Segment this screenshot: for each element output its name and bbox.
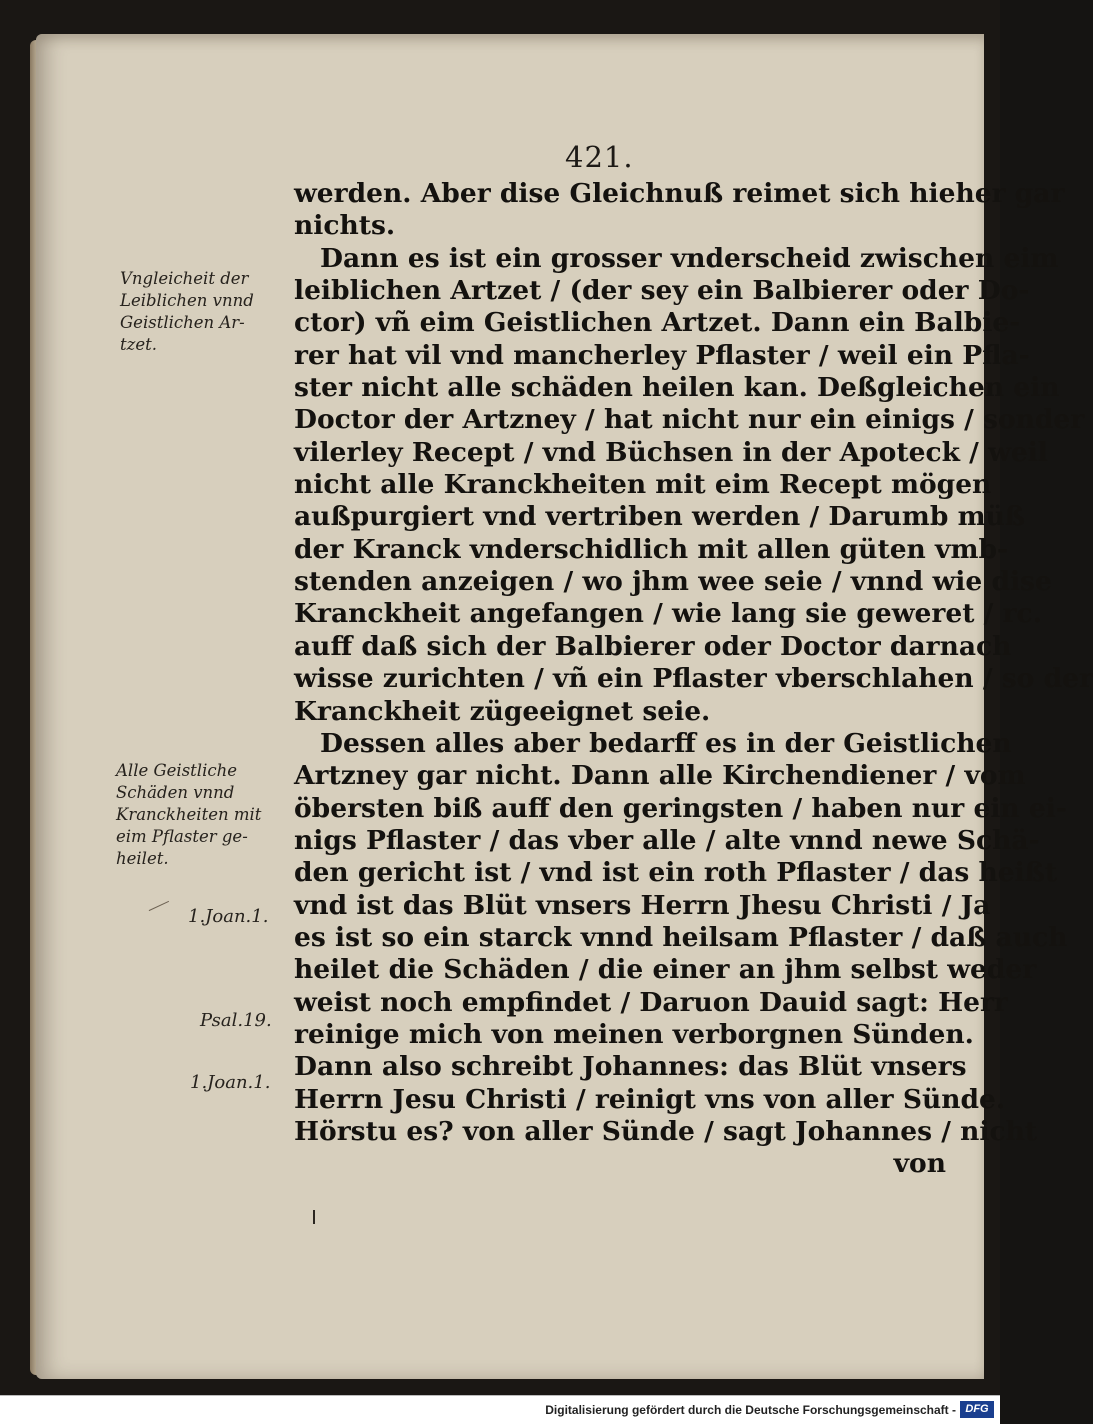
text-line: vilerley Recept / vnd Büchsen in der Apoteck / weil [294, 436, 1048, 468]
margin-ref-joan-1b: 1.Joan.1. [190, 1072, 271, 1093]
text-line: werden. Aber dise Gleichnuß reimet sich hieher gar [294, 178, 1065, 209]
text-line: auff daß sich der Balbierer oder Doctor darnach [294, 630, 1012, 662]
ink-mark [313, 1210, 315, 1224]
catchword: von [893, 1148, 946, 1180]
page-number: 421. [565, 140, 634, 174]
text-line: weist noch empfindet / Daruon Dauid sagt: Herr [294, 986, 1008, 1018]
footer-credit: Digitalisierung gefördert durch die Deutsche Forschungsgemeinschaft - [545, 1403, 956, 1417]
margin-note-line: Leiblichen vnnd [120, 291, 254, 310]
text-line: Dann also schreibt Johannes: das Blüt vnsers [294, 1051, 967, 1083]
text-line: Artzney gar nicht. Dann alle Kirchendiener / vom [294, 760, 1026, 792]
margin-note-line: Alle Geistliche [116, 761, 237, 780]
text-line: Hörstu es? von aller Sünde / sagt Johannes / nicht [294, 1115, 1038, 1147]
margin-note-line: Kranckheiten mit [116, 805, 262, 824]
text-line: reinige mich von meinen verborgnen Sünden. [294, 1018, 974, 1050]
text-line: Doctor der Artzney / hat nicht nur ein einigs / sonder [294, 404, 1085, 436]
text-line: außpurgiert vnd vertriben werden / Darumb müß [294, 501, 1026, 533]
text-line: vnd ist das Blüt vnsers Herrn Jhesu Christi / Ja [294, 889, 991, 921]
dfg-logo: DFG [960, 1401, 994, 1418]
text-line: es ist so ein starck vnnd heilsam Pflaster / daß auch [294, 921, 1068, 953]
text-line: Kranckheit angefangen / wie lang sie geweret / rc. [294, 598, 1042, 630]
text-line: wisse zurichten / vñ ein Pflaster vberschlahen / so der [294, 663, 1093, 695]
text-line: Dessen alles aber bedarff es in der Geistlichen [320, 727, 1012, 759]
text-line: rer hat vil vnd mancherley Pflaster / weil ein Pfla- [294, 339, 1030, 371]
text-line: stenden anzeigen / wo jhm wee seie / vnnd wie dise [294, 566, 1052, 598]
text-line: Herrn Jesu Christi / reinigt vns von aller Sünde. [294, 1083, 1006, 1115]
text-line: nichts. [294, 210, 396, 242]
text-line: ctor) vñ eim Geistlichen Artzet. Dann ein Balbie- [294, 307, 1021, 339]
text-line: den gericht ist / vnd ist ein roth Pflaster / das heißt [294, 857, 1058, 889]
margin-ref-psal-19: Psal.19. [200, 1010, 272, 1031]
margin-note-line: heilet. [116, 849, 169, 868]
text-line: Kranckheit zügeeignet seie. [294, 695, 711, 727]
text-line: Dann es ist ein grosser vnderscheid zwischen eim [320, 242, 1059, 274]
margin-note-line: tzet. [120, 335, 157, 354]
margin-ref-joan-1: 1.Joan.1. [188, 906, 269, 927]
margin-note-line: Schäden vnnd [116, 783, 235, 802]
text-line: öbersten biß auff den geringsten / haben nur ein ei- [294, 792, 1067, 824]
margin-note-line: eim Pflaster ge- [116, 827, 248, 846]
margin-note-inequality [120, 268, 254, 356]
margin-note-line: Geistlichen Ar- [120, 313, 245, 332]
text-line: nigs Pflaster / das vber alle / alte vnnd newe Schä- [294, 824, 1040, 856]
text-line: der Kranck vnderschidlich mit allen güten vmb- [294, 533, 1009, 565]
footer-bar [0, 1395, 1000, 1424]
text-line: heilet die Schäden / die einer an jhm selbst weder [294, 954, 1037, 986]
text-line: leiblichen Artzet / (der sey ein Balbierer oder Do- [294, 275, 1030, 307]
text-line: ster nicht alle schäden heilen kan. Deßgleichen ein [294, 372, 1060, 404]
text-line: nicht alle Kranckheiten mit eim Recept mögen [294, 469, 992, 501]
margin-note-plaster [116, 760, 261, 870]
body-text [294, 178, 1093, 1181]
margin-note-line: Vngleicheit der [120, 269, 249, 288]
